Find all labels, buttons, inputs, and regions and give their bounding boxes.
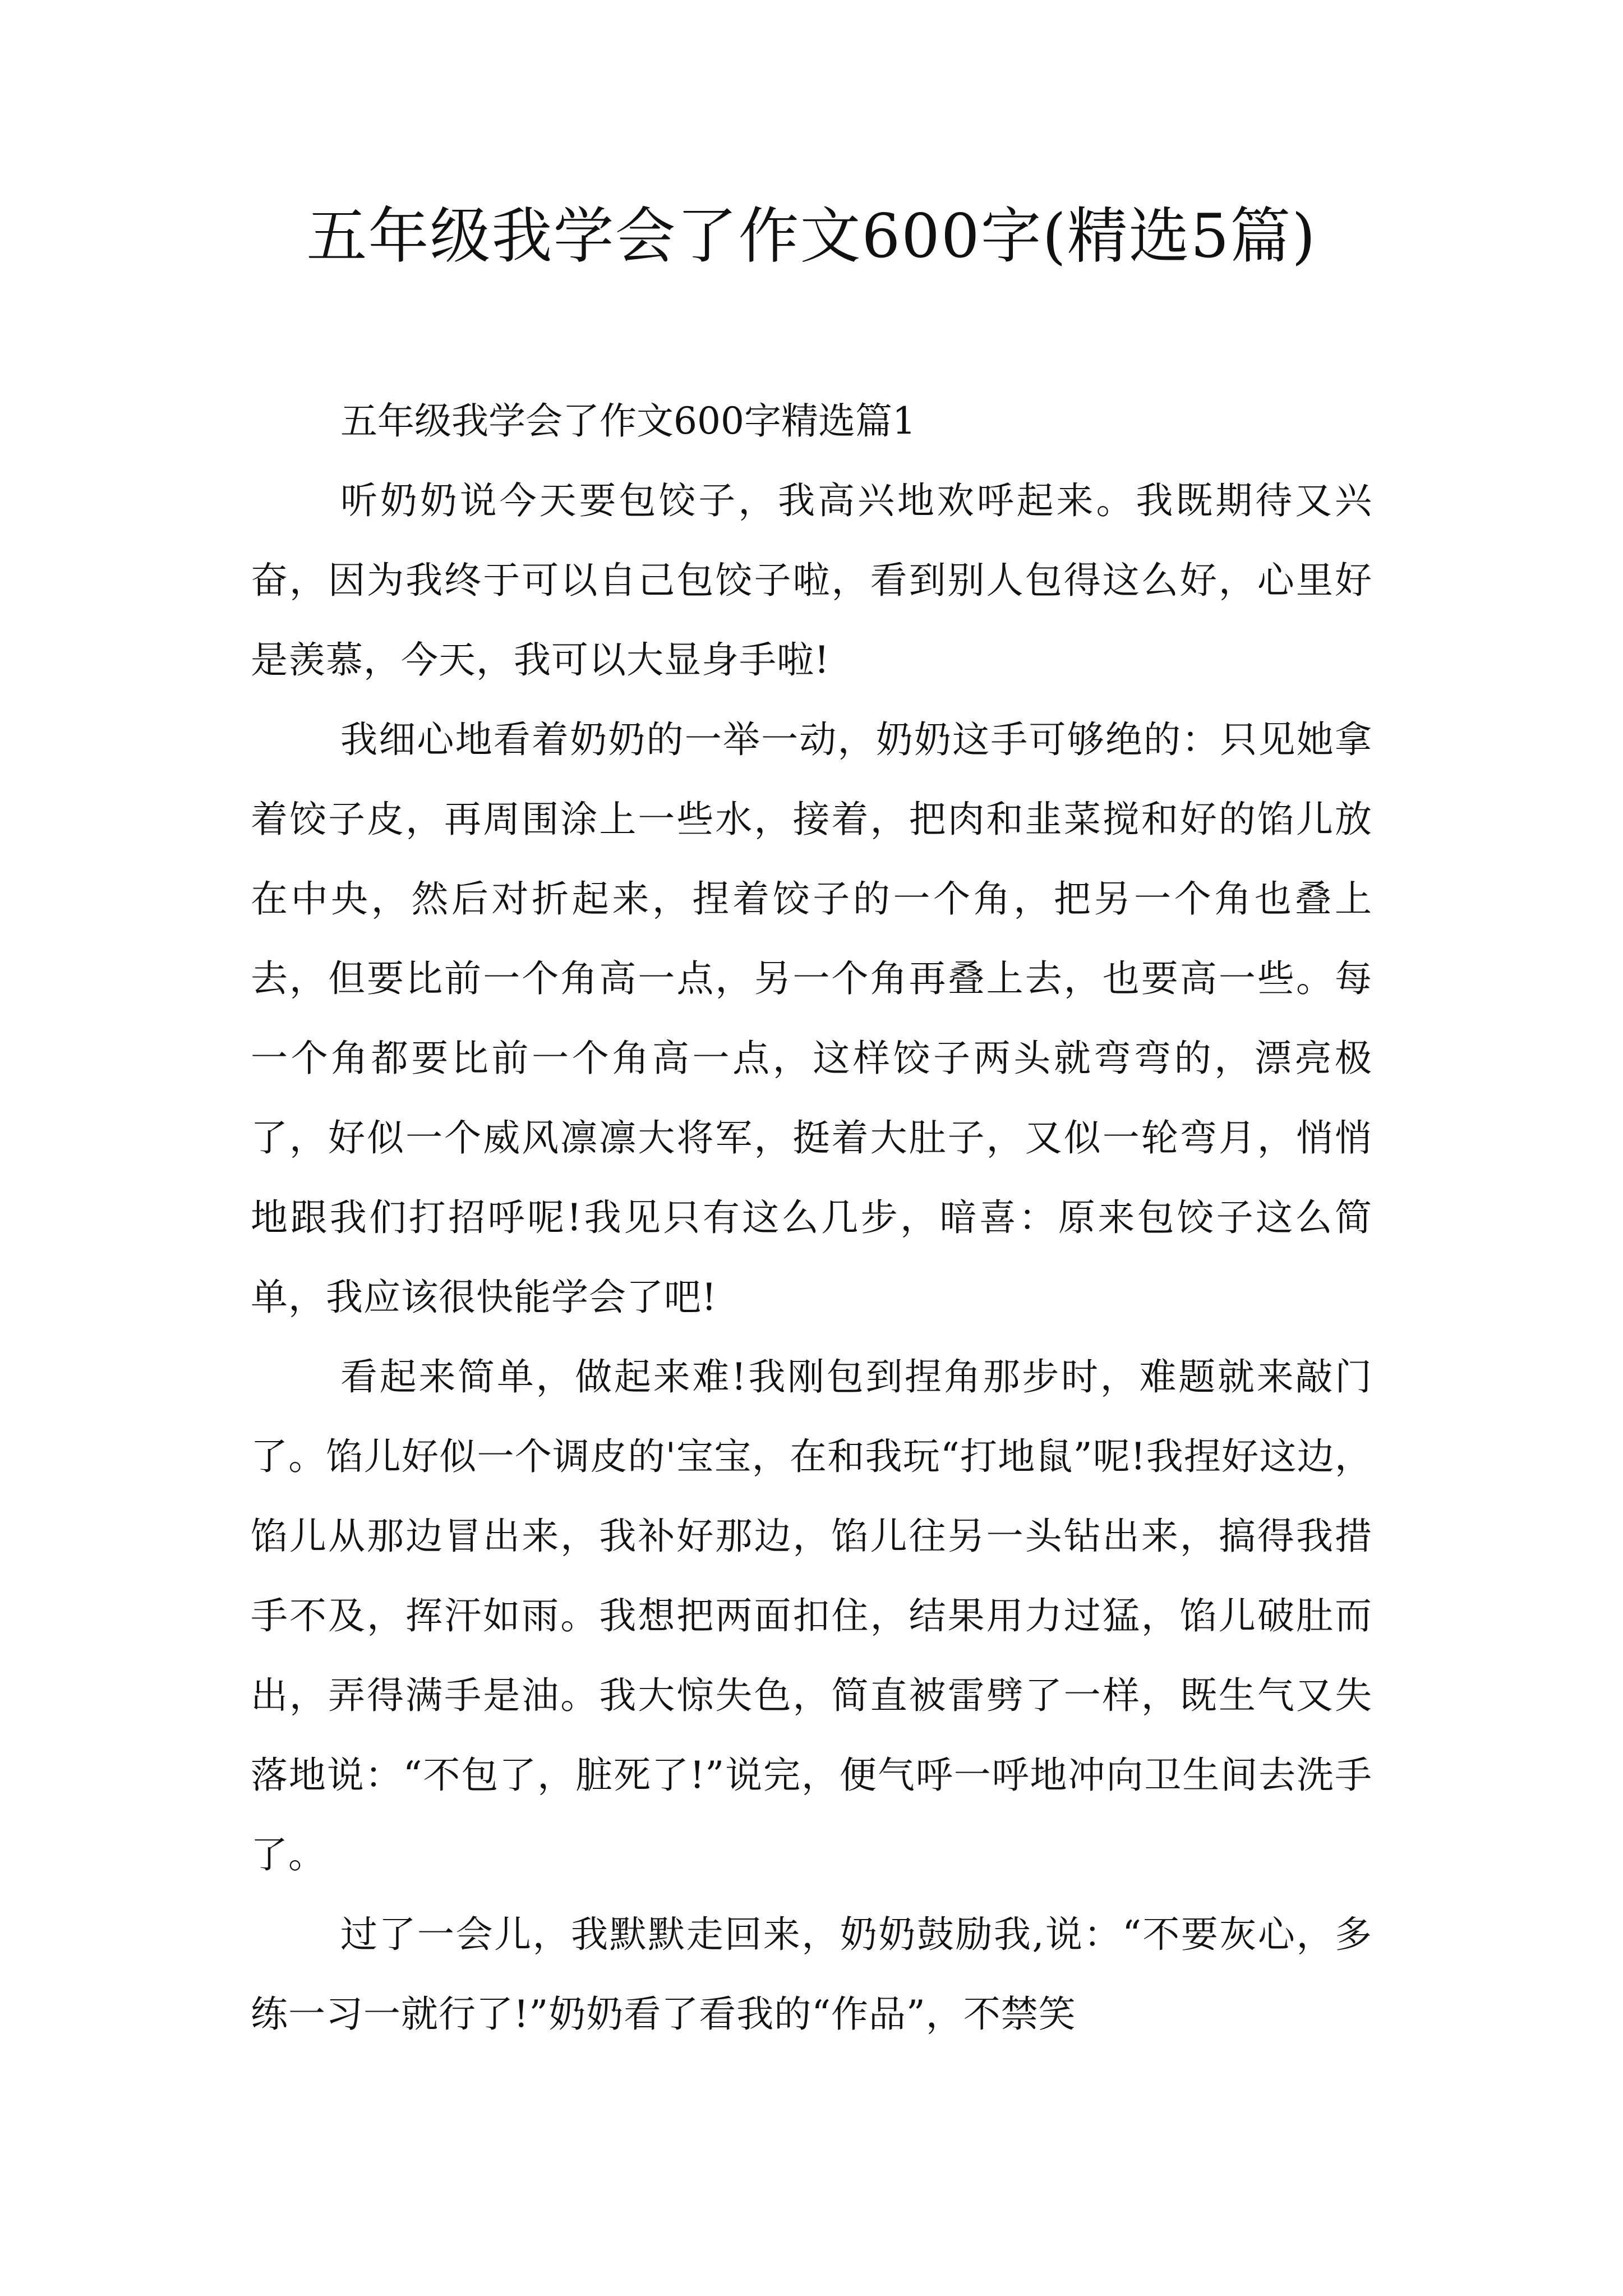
document-body bbox=[251, 381, 1372, 2054]
paragraph-2: 我细心地看着奶奶的一举一动，奶奶这手可够绝的：只见她拿着饺子皮，再周围涂上一些水，接着，把肉和韭菜搅和好的馅儿放在中央，然后对折起来，捏着饺子的一个角，把另一个角也叠上去，但要比前一个角高一点，另一个角再叠上去，也要高一些。每一个角都要比前一个角高一点，这样饺子两头就弯弯的，漂亮极了，好似一个威风凛凛大将军，挺着大肚子，又似一轮弯月，悄悄地跟我们打招呼呢!我见只有这么几步，暗喜：原来包饺子这么简单，我应该很快能学会了吧! bbox=[251, 718, 1372, 1319]
paragraph-4: 过了一会儿，我默默走回来，奶奶鼓励我,说：“不要灰心，多练一习一就行了!”奶奶看了看我的“作品”，不禁笑 bbox=[251, 1913, 1372, 2036]
section-heading: 五年级我学会了作文600字精选篇1 bbox=[340, 399, 916, 443]
paragraph-3: 看起来简单，做起来难!我刚包到捏角那步时，难题就来敲门了。馅儿好似一个调皮的'宝宝，在和我玩“打地鼠”呢!我捏好这边，馅儿从那边冒出来，我补好那边，馅儿往另一头钻出来，搞得我措手不及，挥汗如雨。我想把两面扣住，结果用力过猛，馅儿破肚而出，弄得满手是油。我大惊失色，简直被雷劈了一样，既生气又失落地说：“不包了，脏死了!”说完，便气呼一呼地冲向卫生间去洗手了。 bbox=[251, 1355, 1372, 1876]
document-title: 五年级我学会了作文600字(精选5篇) bbox=[306, 201, 1317, 272]
paragraph-1: 听奶奶说今天要包饺子，我高兴地欢呼起来。我既期待又兴奋，因为我终于可以自己包饺子啦，看到别人包得这么好，心里好是羡慕，今天，我可以大显身手啦! bbox=[251, 479, 1372, 682]
